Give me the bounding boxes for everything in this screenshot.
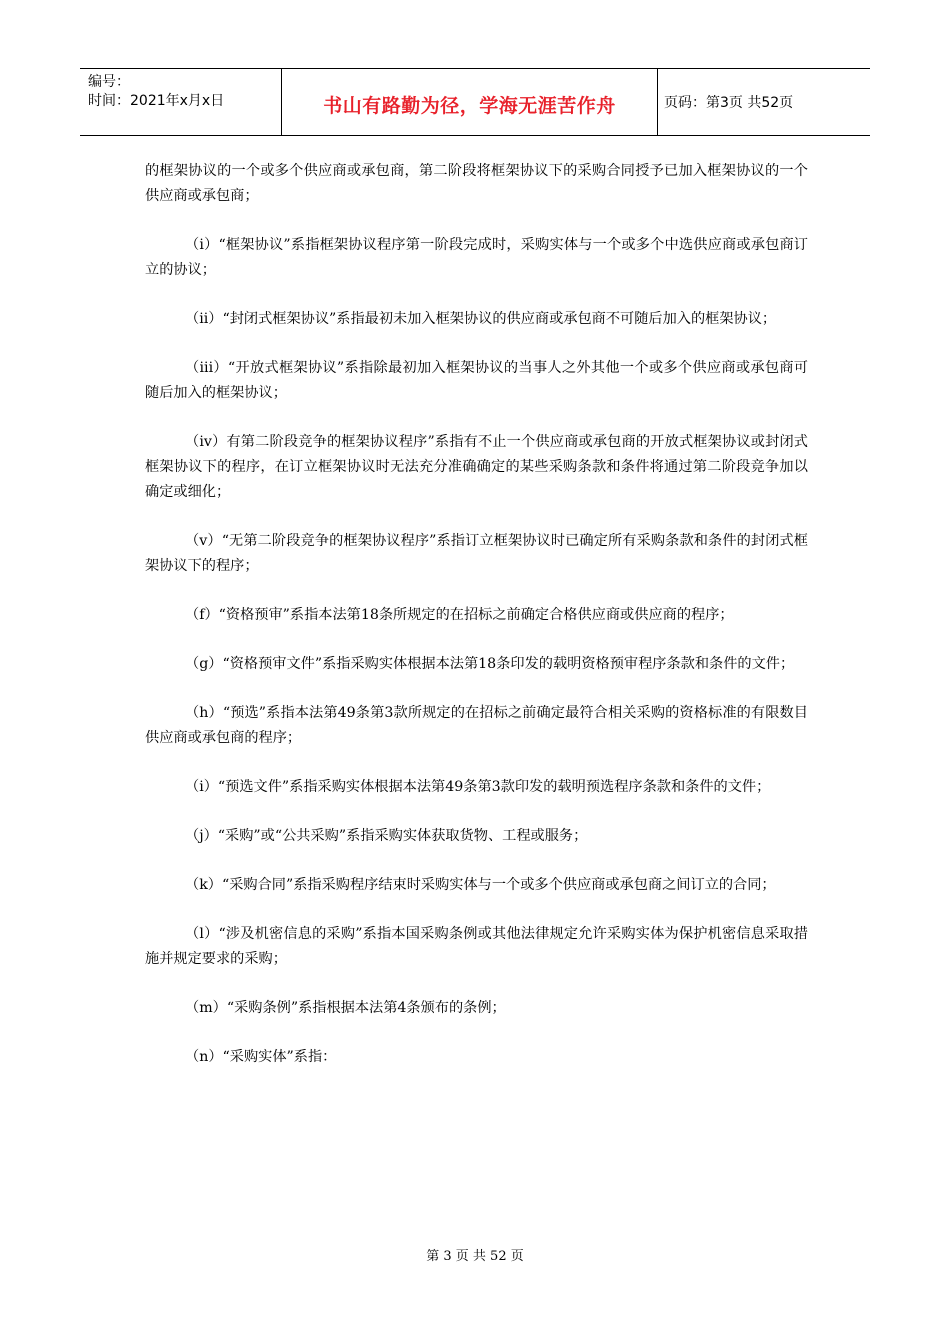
document-body — [145, 159, 808, 1094]
header-page-info: 页码：第3页 共52页 — [664, 95, 794, 111]
paragraph: （iii）“开放式框架协议”系指除最初加入框架协议的当事人之外其他一个或多个供应商或承包商可随后加入的框架协议； — [145, 360, 808, 401]
page-header — [80, 68, 870, 136]
header-page-info-cell — [658, 69, 870, 135]
paragraph: （m）“采购条例”系指根据本法第4条颁布的条例； — [185, 1000, 506, 1016]
header-motto: 书山有路勤为径，学海无涯苦作舟 — [323, 94, 616, 117]
paragraph: （j）“采购”或“公共采购”系指采购实体获取货物、工程或服务； — [185, 828, 588, 844]
paragraph: （g）“资格预审文件”系指采购实体根据本法第18条印发的载明资格预审程序条款和条件的文件； — [185, 656, 795, 672]
paragraph: （k）“采购合同”系指采购程序结束时采购实体与一个或多个供应商或承包商之间订立的合同； — [185, 877, 776, 893]
paragraph: （iv）有第二阶段竞争的框架协议程序”系指有不止一个供应商或承包商的开放式框架协议或封闭式框架协议下的程序，在订立框架协议时无法充分准确确定的某些采购条款和条件将通过第二阶段竞争加以确定或细化； — [145, 434, 808, 500]
document-number-label: 编号： — [88, 74, 130, 90]
paragraph: （i）“预选文件”系指采购实体根据本法第49条第3款印发的载明预选程序条款和条件的文件； — [185, 779, 771, 795]
paragraph: 的框架协议的一个或多个供应商或承包商，第二阶段将框架协议下的采购合同授予已加入框架协议的一个供应商或承包商； — [145, 163, 808, 204]
document-date: 时间：2021年x月x日 — [88, 93, 225, 109]
footer-page-number: 第 3 页 共 52 页 — [426, 1249, 524, 1264]
paragraph: （ii）“封闭式框架协议”系指最初未加入框架协议的供应商或承包商不可随后加入的框架协议； — [185, 311, 777, 327]
paragraph: （n）“采购实体”系指： — [185, 1049, 337, 1065]
header-meta — [80, 69, 282, 135]
paragraph: （h）“预选”系指本法第49条第3款所规定的在招标之前确定最符合相关采购的资格标准的有限数目供应商或承包商的程序； — [145, 705, 808, 746]
header-motto-cell — [282, 69, 658, 135]
paragraph: （l）“涉及机密信息的采购”系指本国采购条例或其他法律规定允许采购实体为保护机密信息采取措施并规定要求的采购； — [145, 926, 808, 967]
paragraph: （v）“无第二阶段竞争的框架协议程序”系指订立框架协议时已确定所有采购条款和条件的封闭式框架协议下的程序； — [145, 533, 808, 574]
paragraph: （f）“资格预审”系指本法第18条所规定的在招标之前确定合格供应商或供应商的程序； — [185, 607, 734, 623]
paragraph: （i）“框架协议”系指框架协议程序第一阶段完成时，采购实体与一个或多个中选供应商或承包商订立的协议； — [145, 237, 808, 278]
page-footer — [0, 1245, 950, 1264]
